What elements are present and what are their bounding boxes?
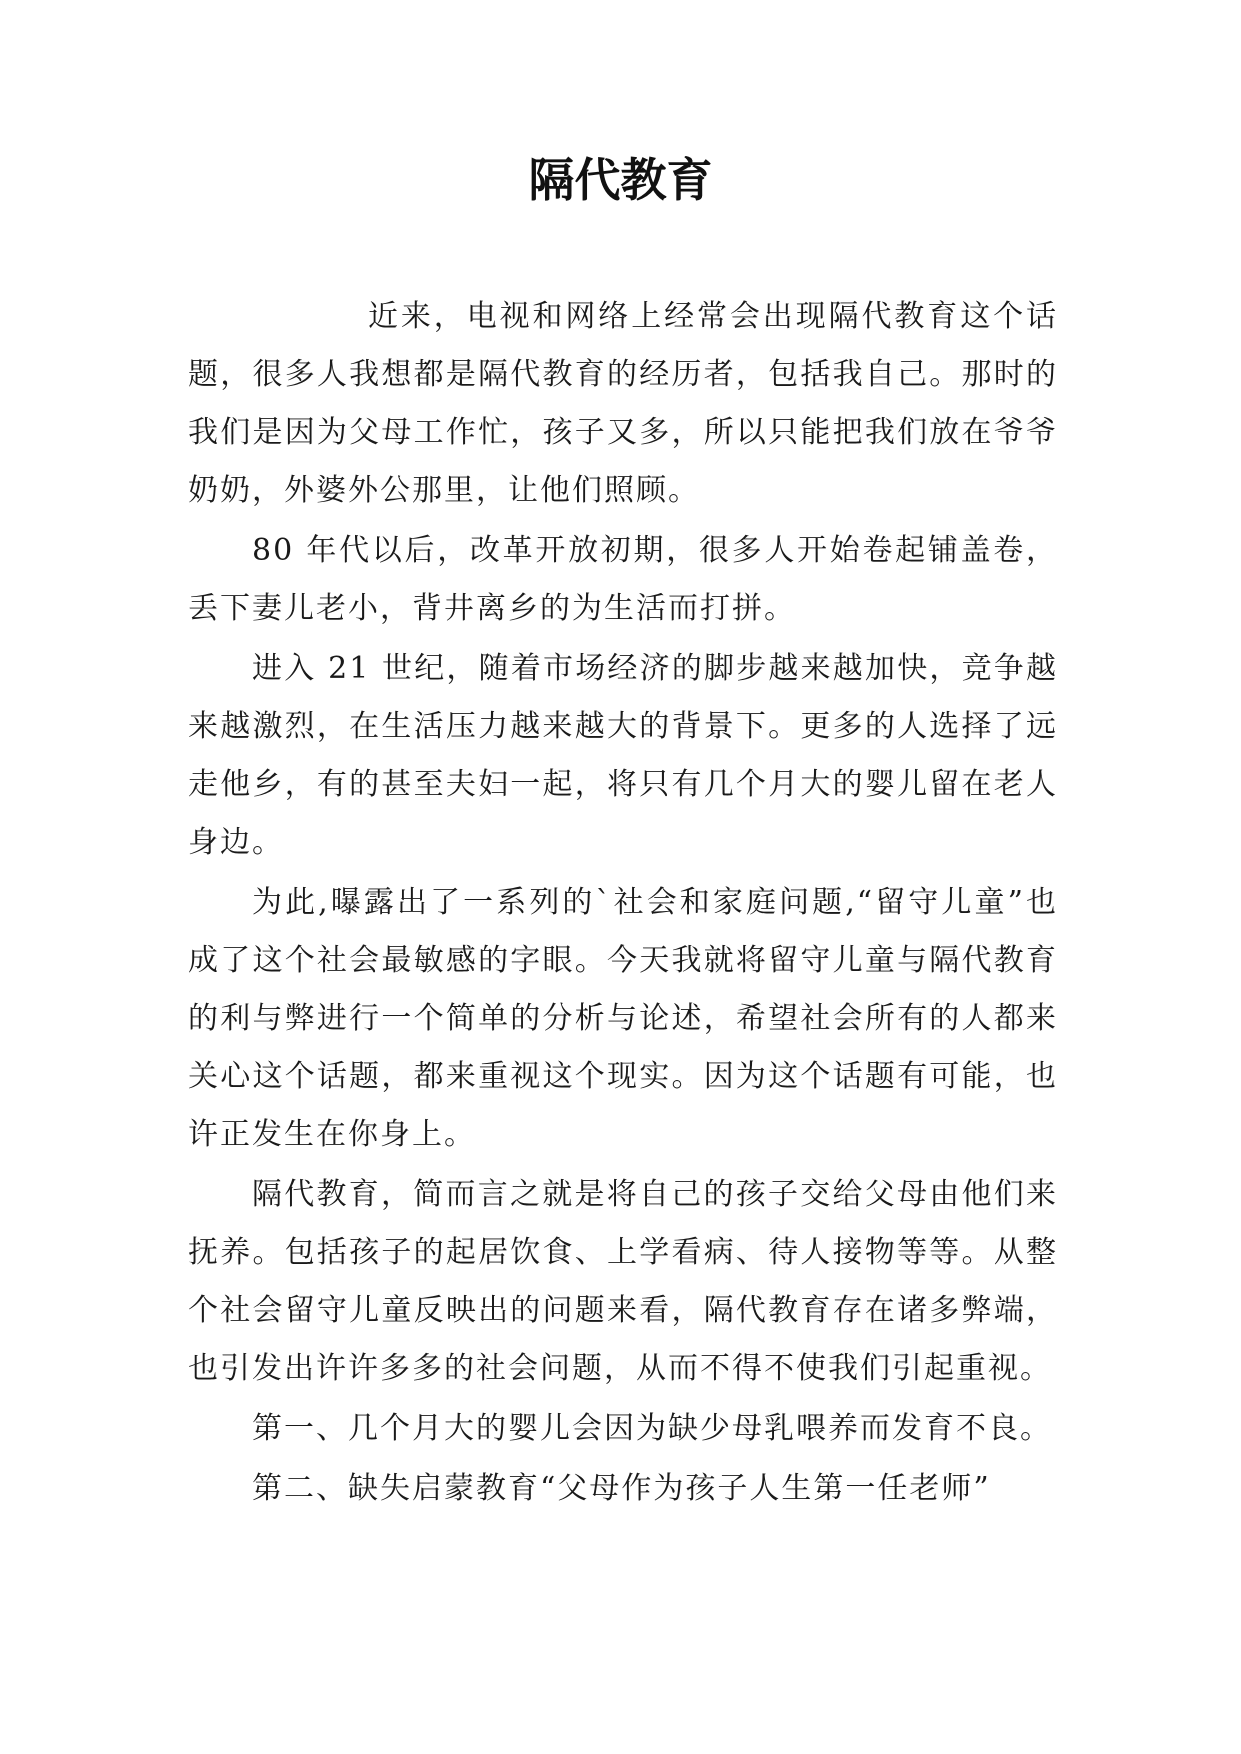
paragraph-definition: 隔代教育，简而言之就是将自己的孩子交给父母由他们来抚养。包括孩子的起居饮食、上学看病、待人接物等等。从整个社会留守儿童反映出的问题来看，隔代教育存在诸多弊端，也引发出许许多多的社会问题，从而不得不使我们引起重视。: [188, 1177, 1058, 1386]
paragraph-point-two: 第二、缺失启蒙教育“父母作为孩子人生第一任老师”: [252, 1471, 991, 1506]
paragraph-21st-century: 进入 21 世纪，随着市场经济的脚步越来越加快，竞争越来越激烈，在生活压力越来越大的背景下。更多的人选择了远走他乡，有的甚至夫妇一起，将只有几个月大的婴儿留在老人身边。: [188, 651, 1058, 860]
document-title: 隔代教育: [528, 153, 713, 207]
paragraph-1980s: 80 年代以后，改革开放初期，很多人开始卷起铺盖卷，丢下妻儿老小，背井离乡的为生活而打拼。: [188, 533, 1058, 626]
paragraph-left-behind-children: 为此,曝露出了一系列的`社会和家庭问题,“留守儿童”也成了这个社会最敏感的字眼。今天我就将留守儿童与隔代教育的利与弊进行一个简单的分析与论述，希望社会所有的人都来关心这个话题，都来重视这个现实。因为这个话题有可能，也许正发生在你身上。: [188, 885, 1058, 1152]
paragraph-point-one: 第一、几个月大的婴儿会因为缺少母乳喂养而发育不良。: [252, 1411, 1052, 1446]
document-body: [188, 288, 1058, 1520]
paragraph-intro: 近来，电视和网络上经常会出现隔代教育这个话题，很多人我想都是隔代教育的经历者，包括我自己。那时的我们是因为父母工作忙，孩子又多，所以只能把我们放在爷爷奶奶，外婆外公那里，让他们照顾。: [188, 299, 1058, 508]
